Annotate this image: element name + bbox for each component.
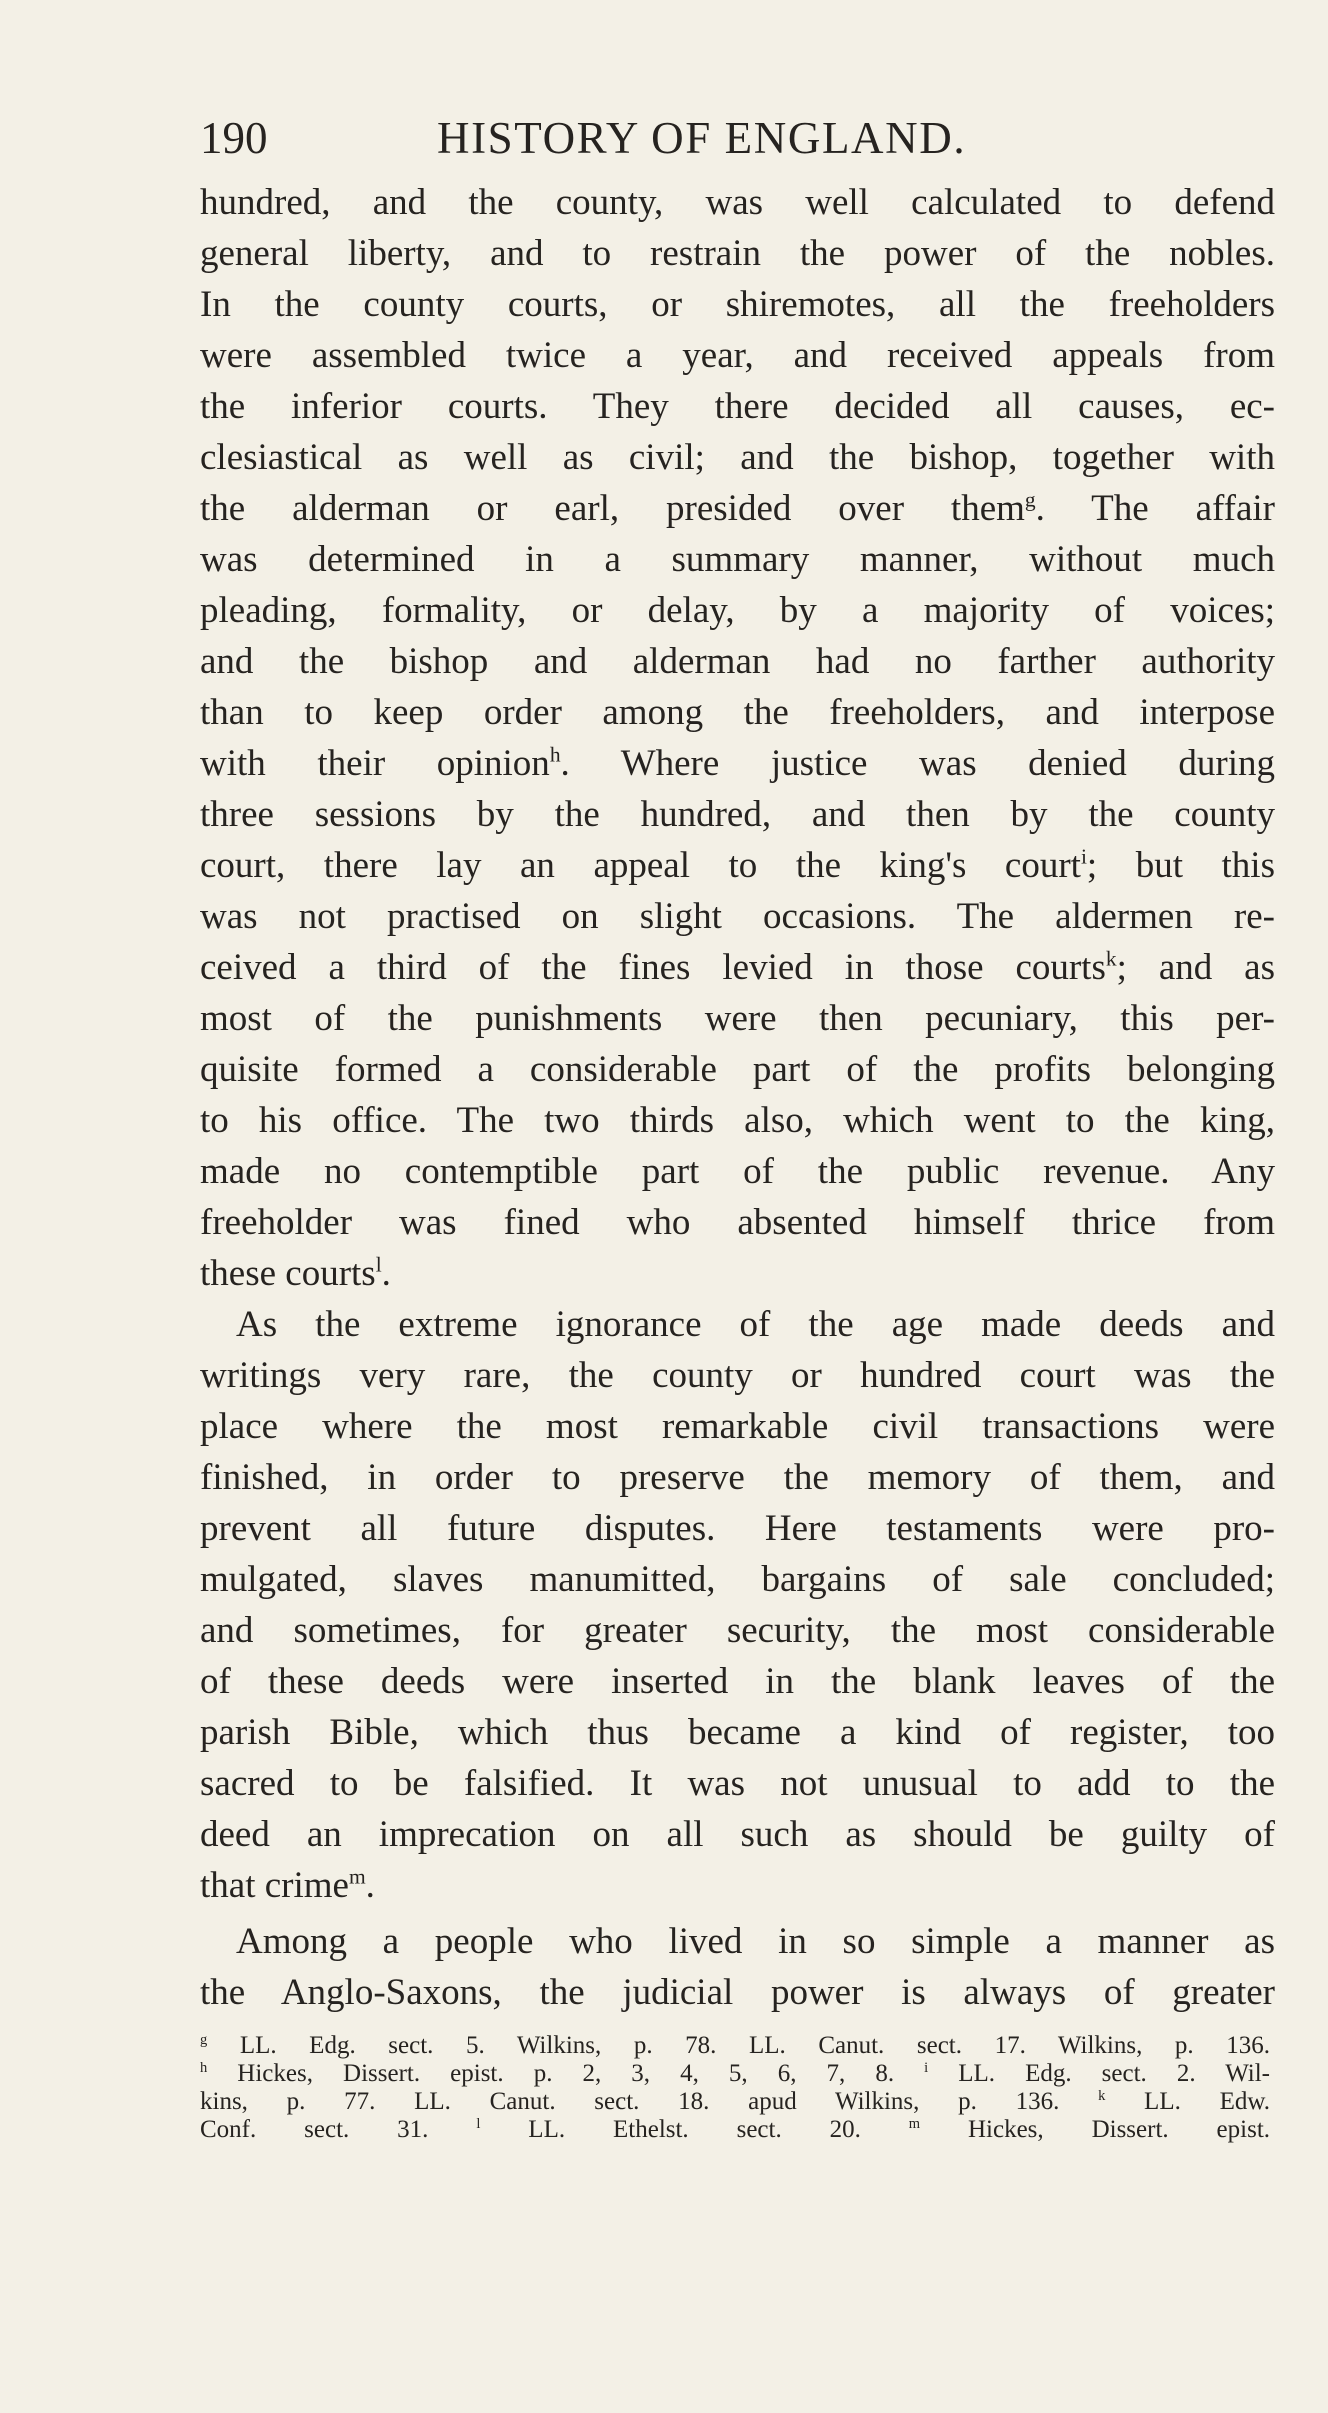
body-line: the inferior courts. They there decided all causes, ec- (200, 386, 1275, 427)
running-header (200, 108, 1275, 168)
body-line: was not practised on slight occasions. The aldermen re- (200, 896, 1275, 937)
body-line: general liberty, and to restrain the power of the nobles. (200, 233, 1275, 274)
body-line: court, there lay an appeal to the king's court$^i$; but this (200, 844, 1275, 886)
page-number: 190 (200, 113, 268, 163)
running-title: HISTORY OF ENGLAND. (437, 113, 967, 163)
body-line: sacred to be falsified. It was not unusual to add to the (200, 1763, 1275, 1804)
body-line: quisite formed a considerable part of the profits belonging (200, 1049, 1275, 1090)
footnote-ref: l (375, 1252, 382, 1277)
body-line: ceived a third of the fines levied in those courts$^k$; and as (200, 946, 1275, 988)
body-line: than to keep order among the freeholders, and interpose (200, 692, 1275, 733)
body-line: and sometimes, for greater security, the most considerable (200, 1610, 1275, 1651)
footnote-line: $^h$ Hickes, Dissert. epist. p. 2, 3, 4, 5, 6, 7, 8. $^i$ LL. Edg. sect. 2. Wil- (200, 2060, 1271, 2087)
body-line: the Anglo-Saxons, the judicial power is always of greater (200, 1972, 1275, 2013)
footnote-ref: i (1080, 844, 1087, 869)
footnote-line: Conf. sect. 31. $^l$ LL. Ethelst. sect. 20. $^m$ Hickes, Dissert. epist. (200, 2116, 1271, 2143)
footnote-line: kins, p. 77. LL. Canut. sect. 18. apud Wilkins, p. 136. $^k$ LL. Edw. (200, 2088, 1271, 2115)
body-line: most of the punishments were then pecuniary, this per- (200, 998, 1275, 1039)
body-line: pleading, formality, or delay, by a majority of voices; (200, 590, 1275, 631)
footnote-line: $^g$ LL. Edg. sect. 5. Wilkins, p. 78. LL. Canut. sect. 17. Wilkins, p. 136. (200, 2032, 1270, 2059)
body-line: of these deeds were inserted in the blank leaves of the (200, 1661, 1275, 1702)
body-line: finished, in order to preserve the memory of them, and (200, 1457, 1275, 1498)
paragraph-start-line: Among a people who lived in so simple a manner as (236, 1921, 1275, 1962)
footnote-ref: m (348, 1864, 366, 1889)
body-line: the alderman or earl, presided over them$^g$. The affair (200, 487, 1276, 529)
paragraph-start-line: As the extreme ignorance of the age made deeds and (236, 1304, 1275, 1345)
body-line: freeholder was fined who absented himself thrice from (200, 1202, 1275, 1243)
footnote-ref: h (549, 742, 561, 767)
body-line: place where the most remarkable civil transactions were (200, 1406, 1275, 1447)
footnote-ref: k (1105, 946, 1117, 971)
body-line: was determined in a summary manner, without much (200, 539, 1275, 580)
body-line: hundred, and the county, was well calculated to defend (200, 182, 1275, 223)
body-line: that crime$^m$. (200, 1864, 375, 1906)
body-line: In the county courts, or shiremotes, all the freeholders (200, 284, 1275, 325)
body-line: to his office. The two thirds also, which went to the king, (200, 1100, 1275, 1141)
body-line: prevent all future disputes. Here testaments were pro- (200, 1508, 1275, 1549)
body-line: mulgated, slaves manumitted, bargains of sale concluded; (200, 1559, 1275, 1600)
body-line: with their opinion$^h$. Where justice was denied during (200, 742, 1275, 784)
body-line: and the bishop and alderman had no farther authority (200, 641, 1275, 682)
footnote-ref: g (1024, 487, 1036, 512)
body-line: these courts$^l$. (200, 1252, 391, 1294)
body-line: clesiastical as well as civil; and the bishop, together with (200, 437, 1275, 478)
body-line: three sessions by the hundred, and then by the county (200, 794, 1275, 835)
body-line: deed an imprecation on all such as should be guilty of (200, 1814, 1275, 1855)
body-line: parish Bible, which thus became a kind of register, too (200, 1712, 1275, 1753)
body-line: made no contemptible part of the public revenue. Any (200, 1151, 1275, 1192)
body-line: writings very rare, the county or hundred court was the (200, 1355, 1275, 1396)
body-line: were assembled twice a year, and received appeals from (200, 335, 1275, 376)
